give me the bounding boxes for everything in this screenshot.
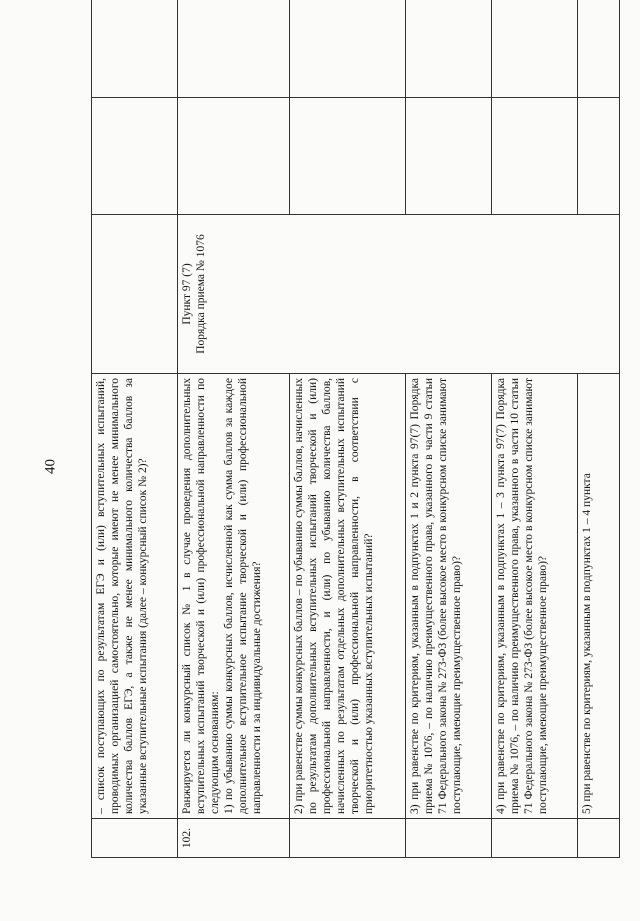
reference-cell [92,215,178,374]
row-number-cell [406,819,492,858]
question-text: 5) при равенстве по критериям, указанным в подпунктах 1 – 4 пункта [581,473,593,814]
row-number-cell: 102. [178,819,290,858]
answer-cell-1 [578,98,620,215]
question-text: Ранжируется ли конкурсный список № 1 в случае проведения дополнительных вступительных испытаний творческой и (или) профессиональной направленности по следующим основаниям: 1) по убыванию суммы конкурсных баллов, исчисленной как сумма баллов за каждое дополнительное вступительное испытание творческой и (или) профессиональной направленности и за индивидуальные достижения? [181,378,264,814]
answer-cell-2 [92,0,178,98]
question-cell [492,374,578,819]
table-row [406,0,492,858]
question-text: 3) при равенстве по критериям, указанным в подпунктах 1 и 2 пункта 97(7) Порядка приема № 1076, – по наличию преимущественного права, указанного в части 9 статьи 71 Федерального закона № 273-ФЗ (более высокое место в конкурсном списке занимают поступающие, имеющие преимущественное право)? [409,378,464,814]
rotated-table-container [91,0,619,858]
table-row [92,0,178,858]
page-number: 40 [42,459,59,474]
answer-cell-2 [178,0,290,98]
answer-cell-2 [578,0,620,98]
question-cell [406,374,492,819]
question-cell [178,374,290,819]
answer-cell-1 [492,98,578,215]
question-cell [92,374,178,819]
table-wrapper [76,0,634,921]
answer-cell-2 [406,0,492,98]
answer-cell-2 [492,0,578,98]
row-number-cell [578,819,620,858]
table-row [290,0,406,858]
question-cell [290,374,406,819]
reference-text: Пункт 97 (7) Порядка приема № 1076 [181,234,208,354]
row-number-cell [492,819,578,858]
answer-cell-2 [290,0,406,98]
reference-cell [178,215,620,374]
question-text: 2) при равенстве суммы конкурсных баллов – по убыванию суммы баллов, начисленных по результатам дополнительных вступительных испытаний творческой и (или) профессиональной направленности, и (или) по убыванию количества баллов, начисленных по результатам отдельных дополнительных вступительных испытаний творческой и (или) профессиональной направленности, в соответствии с приоритетностью указанных вступительных испытаний? [293,378,376,814]
row-number-cell [92,819,178,858]
table-row [578,0,620,858]
answer-cell-1 [406,98,492,215]
table-row [178,0,290,858]
question-text: – список поступающих по результатам ЕГЭ и (или) вступительных испытаний, проводимых организацией самостоятельно, которые имеют не менее минимального количества баллов ЕГЭ, а также не менее минимального количества баллов за указанные вступительные испытания (далее – конкурсный список № 2)? [95,378,150,814]
question-text: 4) при равенстве по критериям, указанным в подпунктах 1 – 3 пункта 97(7) Порядка приема № 1076, – по наличию преимущественного права, указанного в части 10 статьи 71 Федерального закона № 273-ФЗ (более высокое место в конкурсном списке занимают поступающие, имеющие преимущественное право)? [495,378,550,814]
question-cell [578,374,620,819]
answer-cell-1 [92,98,178,215]
answer-cell-1 [178,98,290,215]
table-row [492,0,578,858]
checklist-table [91,0,620,858]
answer-cell-1 [290,98,406,215]
row-number-cell [290,819,406,858]
